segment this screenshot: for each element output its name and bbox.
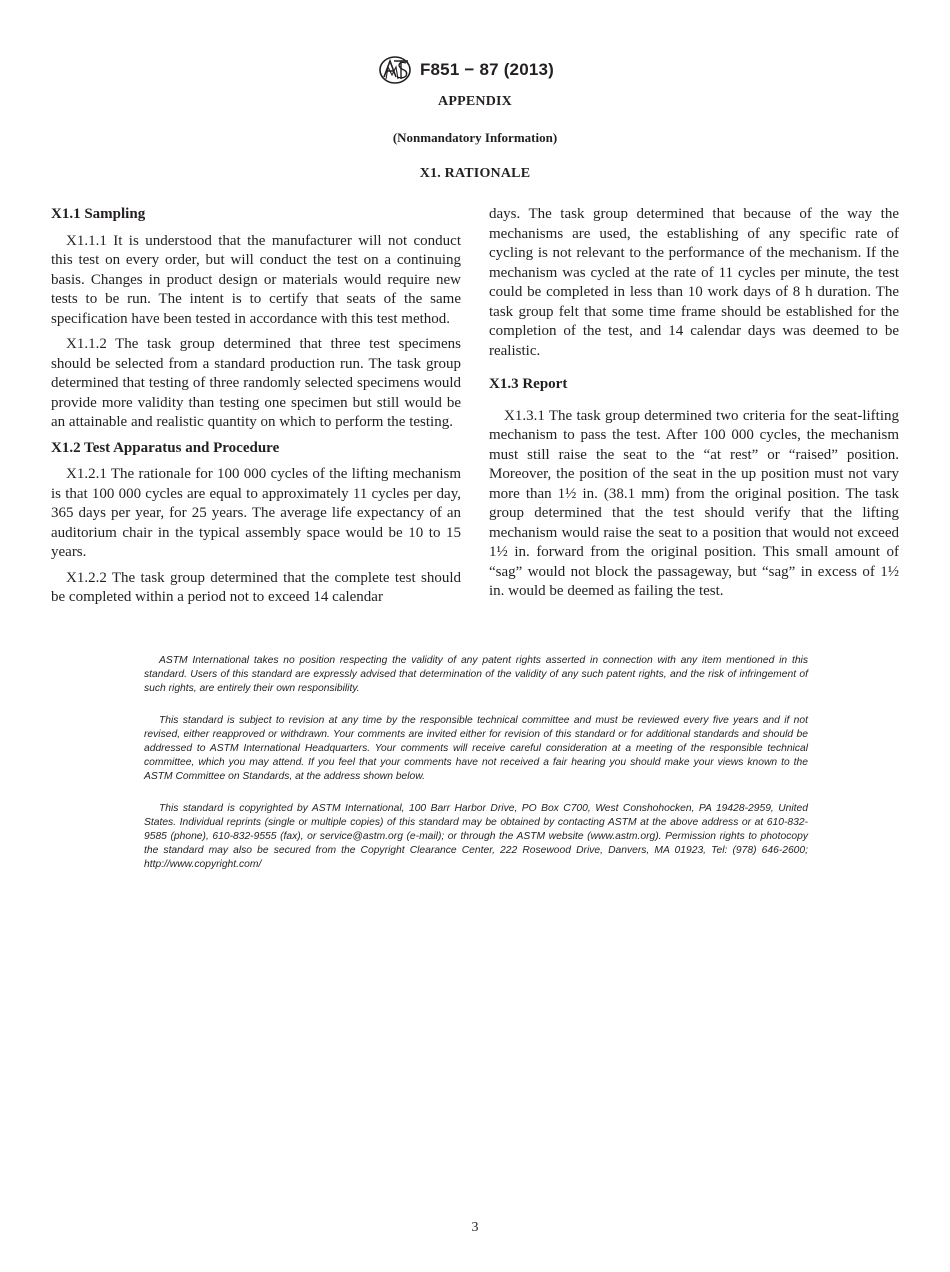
appendix-title: APPENDIX (438, 94, 512, 109)
right-column (489, 205, 899, 608)
standard-designation: F851 − 87 (2013) (419, 60, 555, 79)
revision-notice: This standard is subject to revision at any time by the responsible technical committee and must be reviewed every five years and if not revised, either reapproved or withdrawn. Your comments are invited either for revision of this standard or for additional standards and should be addressed to ASTM International Headquarters. Your comments will receive careful consideration at a meeting of the responsible technical committee, which you may attend. If you feel that your comments have not received a fair hearing you should make your views known to the ASTM Committee on Standards, at the address shown below. (144, 715, 808, 782)
paragraph-x1-2-1: X1.2.1 The rationale for 100 000 cycles of the lifting mechanism is that 100 000 cycles are equal to approximately 11 cycles per day, 365 days per year, for 25 years. The average life expectancy of an auditorium chair in the typical assembly space would be 10 to 15 years. (51, 466, 461, 560)
document-header (0, 56, 950, 84)
report-heading: X1.3 Report (489, 376, 568, 392)
section-title: X1. RATIONALE (419, 166, 531, 181)
sampling-heading: X1.1 Sampling (51, 206, 146, 222)
copyright-notice: This standard is copyrighted by ASTM International, 100 Barr Harbor Drive, PO Box C700, West Conshohocken, PA 19428-2959, United States. Individual reprints (single or multiple copies) of this standard may be obtained by contacting ASTM at the above address or at 610-832-9585 (phone), 610-832-9555 (fax), or service@astm.org (e-mail); or through the ASTM website (www.astm.org). Permission rights to photocopy the standard may also be secured from the Copyright Clearance Center, 222 Rosewood Drive, Danvers, MA 01923, Tel: (978) 646-2600; http://www.copyright.com/ (144, 803, 808, 870)
page-number: 3 (471, 1220, 479, 1235)
paragraph-x1-3-1: X1.3.1 The task group determined two criteria for the seat-lifting mechanism to pass the test. After 100 000 cycles, the mechanism must still raise the seat to the “at rest” or “raised” position. Moreover, the position of the seat in the up position must not vary more than 1½ in. (38.1 mm) from the original position. The task group determined that the test should verify that the lifting mechanism would raise the seat to a position that would not exceed 1½ in. forward from the original position. This small amount of “sag” would not block the passageway, but “sag” in excess of 1½ in. would be deemed as failing the test. (489, 407, 899, 599)
nonmandatory-label: (Nonmandatory Information) (392, 130, 558, 145)
astm-logo-icon (376, 55, 414, 85)
paragraph-x1-1-1: X1.1.1 It is understood that the manufacturer will not conduct this test on every order, but will conduct the test on a continuing basis. Changes in product design or materials would require new tests to be run. The intent is to certify that seats of the same specification have been tested in accordance with this test method. (51, 232, 461, 327)
paragraph-x1-2-2-start: X1.2.2 The task group determined that the complete test should be completed within a period not to exceed 14 calendar (51, 569, 461, 605)
paragraph-x1-2-2-continued: days. The task group determined that because of the way the mechanisms are used, the establishing of any specific rate of cycling is not relevant to the performance of the mechanism. If the mechanism was cycled at the rate of 11 cycles per minute, the test could be completed in less than 10 work days of 8 h duration. The task group felt that some time frame should be established for the completion of the test, and 14 calendar days was deemed to be realistic. (489, 206, 899, 359)
apparatus-heading: X1.2 Test Apparatus and Procedure (51, 439, 280, 456)
left-column (51, 205, 461, 614)
paragraph-x1-1-2: X1.1.2 The task group determined that three test specimens should be selected from a standard production run. The task group determined that testing of three randomly selected specimens would provide more validity than testing one specimen but still would be an attainable and realistic quantity on which to perform the testing. (51, 336, 461, 430)
patent-notice: ASTM International takes no position respecting the validity of any patent rights asserted in connection with any item mentioned in this standard. Users of this standard are expressly advised that determination of the validity of any such patent rights, and the risk of infringement of such rights, are entirely their own responsibility. (144, 655, 808, 694)
